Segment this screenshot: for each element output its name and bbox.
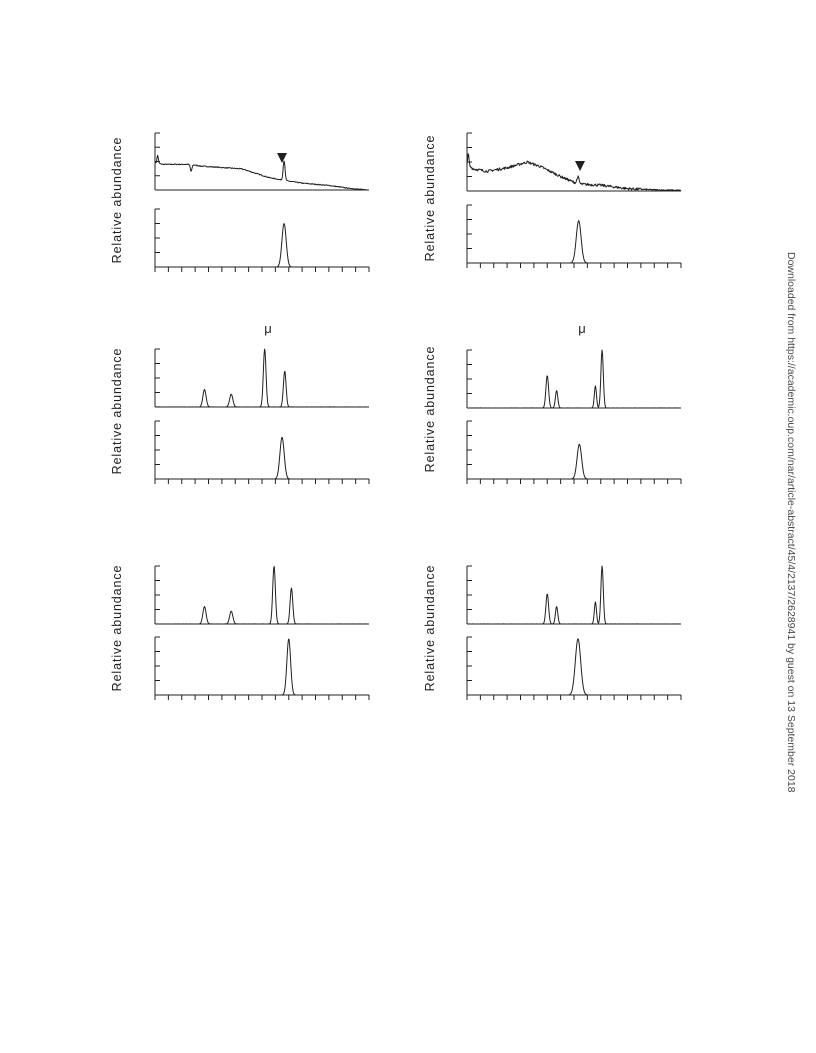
- chart-c5: [110, 565, 369, 700]
- upper-panel: [467, 350, 681, 408]
- chromatogram-trace: [467, 639, 681, 695]
- chromatogram-trace: [467, 154, 681, 191]
- y-axis-label: Relative abundance: [110, 564, 124, 692]
- chart-c6: [423, 565, 681, 700]
- chromatogram-trace: [155, 567, 369, 624]
- y-axis-label: Relative abundance: [423, 564, 437, 692]
- lower-panel: [155, 421, 369, 484]
- peak-marker-triangle-icon: [575, 161, 585, 171]
- lower-panel: [467, 637, 681, 700]
- upper-panel: [155, 566, 369, 624]
- lower-panel: [155, 209, 369, 272]
- lower-panel: [467, 205, 681, 268]
- chromatogram-trace: [467, 350, 681, 408]
- y-axis-label: Relative abundance: [110, 347, 124, 475]
- chromatogram-trace: [155, 224, 369, 267]
- chromatogram-trace: [467, 221, 681, 263]
- lower-panel: [155, 637, 369, 700]
- upper-panel: [467, 133, 681, 191]
- lower-panel: [467, 421, 681, 484]
- peak-marker-triangle-icon: [277, 153, 287, 163]
- chart-c1: [110, 133, 369, 272]
- mu-label: μ: [264, 321, 272, 336]
- chromatogram-trace: [155, 437, 369, 479]
- upper-panel: [155, 349, 369, 407]
- chart-c3: [110, 321, 369, 484]
- y-axis-label: Relative abundance: [423, 345, 437, 473]
- chromatogram-trace: [467, 444, 681, 479]
- chromatogram-trace: [155, 639, 369, 695]
- chart-c4: [423, 321, 681, 484]
- chromatogram-trace: [467, 566, 681, 624]
- watermark-text: Downloaded from https://academic.oup.com/nar/article-abstract/45/4/2137/2628941 by guest on 13 September 2018: [785, 252, 797, 793]
- chart-c2: [423, 133, 681, 268]
- chromatogram-trace: [155, 349, 369, 407]
- chromatogram-trace: [155, 155, 369, 190]
- y-axis-label: Relative abundance: [423, 134, 437, 262]
- mu-label: μ: [578, 321, 586, 336]
- upper-panel: [467, 566, 681, 624]
- y-axis-label: Relative abundance: [110, 136, 124, 264]
- upper-panel: [155, 133, 369, 190]
